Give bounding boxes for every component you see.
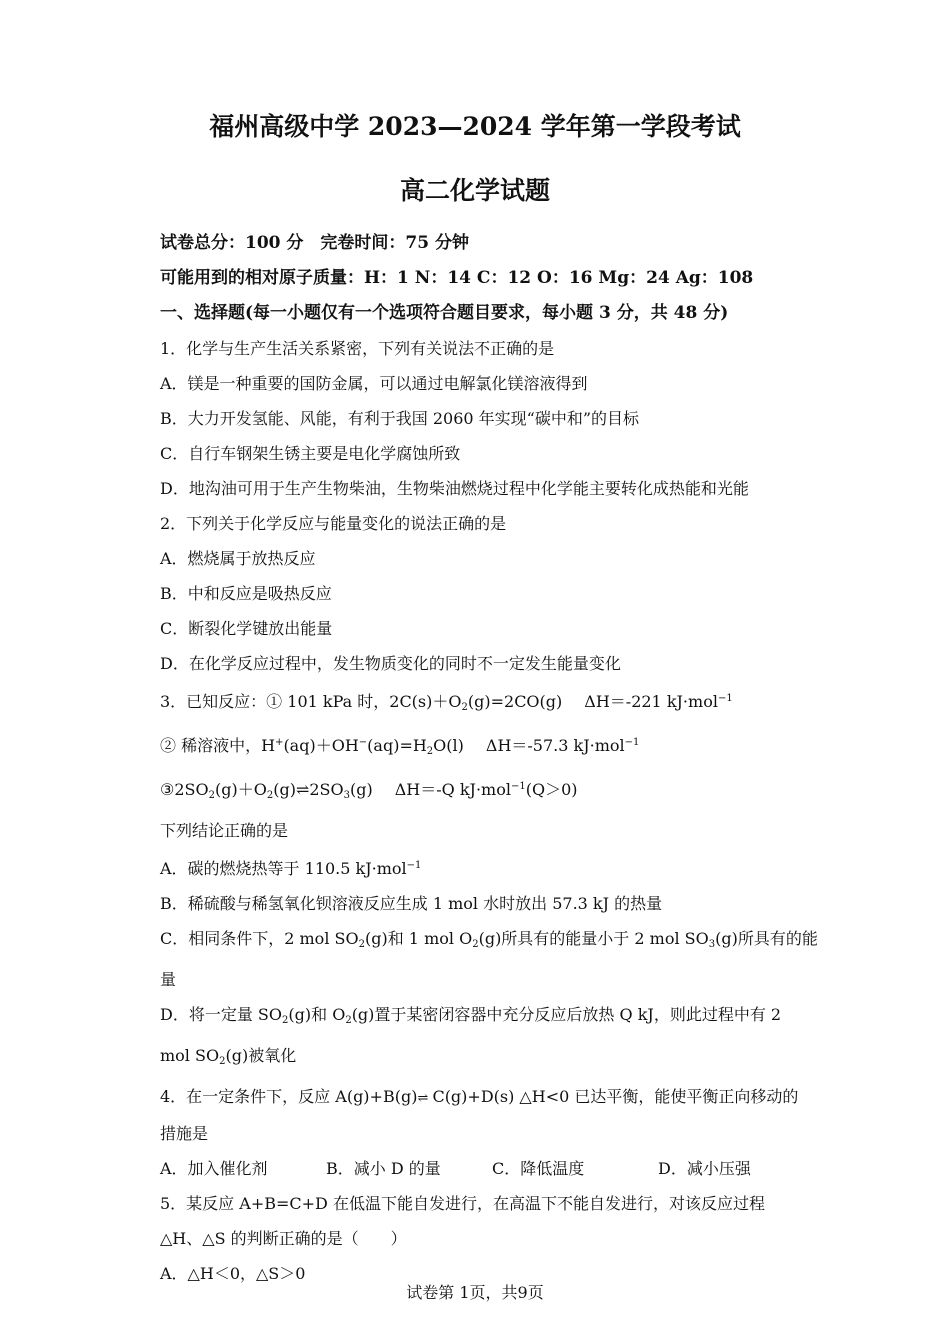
q2-stem: 2．下列关于化学反应与能量变化的说法正确的是: [160, 514, 507, 533]
q1-option-a: A．镁是一种重要的国防金属，可以通过电解氯化镁溶液得到: [160, 374, 588, 393]
q3-option-c-wrap: 量: [160, 970, 177, 989]
q3-option-d: D．将一定量 $SO_2(g)$和 $O_2(g)$置于某密闭容器中充分反应后放热 Q kJ，则此过程中有 2: [160, 1005, 782, 1026]
q4-option-b: B．减小 D 的量: [326, 1159, 441, 1178]
q2-option-a: A．燃烧属于放热反应: [160, 549, 316, 568]
q2-option-c: C．断裂化学键放出能量: [160, 619, 333, 638]
q3-reaction-1: 3．已知反应：① 101 kPa 时，$2C(s)+O_2(g)=2CO(g)$ ΔH＝-221 kJ·mol$^{-1}$: [160, 692, 733, 713]
q4-stem-wrap: 措施是: [160, 1124, 209, 1143]
exam-title: 福州高级中学 2023—2024 学年第一学段考试: [209, 112, 741, 141]
q1-option-b: B．大力开发氢能、风能，有利于我国 2060 年实现“碳中和”的目标: [160, 409, 640, 428]
q3-ask: 下列结论正确的是: [160, 821, 289, 840]
q3-option-c: C．相同条件下，2 mol $SO_2(g)$和 1 mol $O_2(g)$所具有的能量小于 2 mol $SO_3(g)$所具有的能: [160, 929, 818, 950]
exam-content: [160, 226, 818, 1291]
q3-option-d-wrap: mol $SO_2(g)$被氧化: [160, 1046, 297, 1067]
q1-stem: 1．化学与生产生活关系紧密，下列有关说法不正确的是: [160, 339, 555, 358]
score-time-line: 试卷总分：100 分 完卷时间：75 分钟: [160, 233, 469, 253]
q5-stem-wrap: △H、△S 的判断正确的是（ ）: [160, 1229, 407, 1248]
q4-option-d: D．减小压强: [658, 1159, 751, 1178]
q3-reaction-3: $③2SO_2(g)+O_2(g)\rightleftharpoons 2SO_3(g)$ ΔH＝-Q kJ·mol$^{-1}$(Q＞0): [160, 780, 578, 801]
equilibrium-arrow: ⇌: [417, 1091, 428, 1106]
q5-option-a: A．△H＜0，△S＞0: [160, 1264, 306, 1283]
exam-subtitle: 高二化学试题: [399, 176, 550, 205]
page-footer: 试卷第 1页，共9页: [406, 1283, 544, 1302]
q4-option-c: C．降低温度: [492, 1159, 585, 1178]
q4-options: [160, 1151, 800, 1186]
q3-reaction-2: ② 稀溶液中，$H^+(aq)+OH^-(aq)=H_2O(l)$ ΔH＝-57.3 kJ·mol$^{-1}$: [160, 736, 640, 757]
q3-option-a: A．碳的燃烧热等于 110.5 kJ·mol$^{-1}$: [160, 859, 422, 878]
q1-option-c: C．自行车钢架生锈主要是电化学腐蚀所致: [160, 444, 461, 463]
q4-stem: 4．在一定条件下，反应 A(g)+B(g)⇌ C(g)+D(s) △H<0 已达平衡，能使平衡正向移动的: [160, 1087, 799, 1106]
q5-stem: 5．某反应 A+B=C+D 在低温下能自发进行，在高温下不能自发进行，对该反应过程: [160, 1194, 765, 1213]
atomic-mass-line: 可能用到的相对原子质量：H：1 N：14 C：12 O：16 Mg：24 Ag：108: [160, 268, 754, 288]
q2-option-b: B．中和反应是吸热反应: [160, 584, 332, 603]
q4-option-a: A．加入催化剂: [160, 1159, 268, 1178]
section-heading: 一、选择题(每一小题仅有一个选项符合题目要求，每小题 3 分，共 48 分): [160, 303, 729, 323]
q1-option-d: D．地沟油可用于生产生物柴油，生物柴油燃烧过程中化学能主要转化成热能和光能: [160, 479, 749, 498]
q2-option-d: D．在化学反应过程中，发生物质变化的同时不一定发生能量变化: [160, 654, 621, 673]
q3-option-b: B．稀硫酸与稀氢氧化钡溶液反应生成 1 mol 水时放出 57.3 kJ 的热量: [160, 894, 663, 913]
